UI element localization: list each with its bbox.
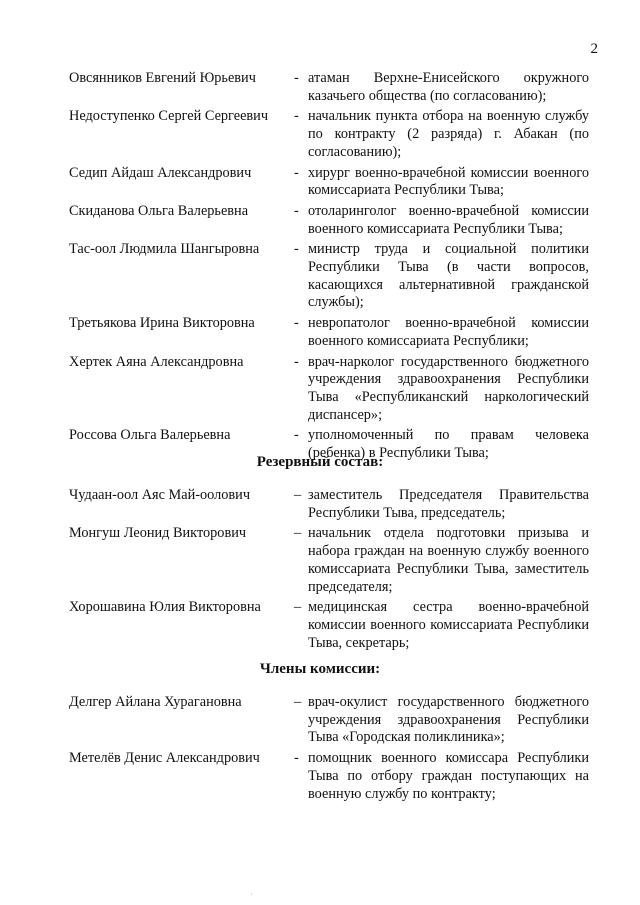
person-name: Хертек Аяна Александровна	[69, 353, 244, 370]
person-role: начальник пункта отбора на военную службу по контракту (2 разряда) г. Абакан (по согласованию);	[308, 108, 589, 160]
dash-separator: –	[294, 487, 302, 503]
dash-separator: -	[294, 750, 299, 767]
person-role: врач-нарколог государственного бюджетного учреждения здравоохранения Республики Тыва «Республиканский наркологический диспансер»;	[308, 353, 589, 423]
person-entry	[69, 694, 589, 747]
commission-main-list	[69, 70, 589, 466]
dash-separator: -	[294, 315, 299, 332]
person-role: врач-окулист государственного бюджетного учреждения здравоохранения Республики Тыва «Городская поликлиника»;	[308, 694, 589, 746]
person-role: заместитель Председателя Правительства Республики Тыва, председатель;	[308, 487, 589, 521]
person-entry	[69, 354, 589, 425]
person-role: медицинская сестра военно-врачебной комиссии военного комиссариата Республики Тыва, секретарь;	[308, 599, 589, 651]
person-role: атаман Верхне-Енисейского окружного казачьего общества (по согласованию);	[308, 70, 589, 104]
person-name: Чудаан-оол Аяс Май-оолович	[69, 487, 251, 503]
person-name: Тас-оол Людмила Шангыровна	[69, 241, 260, 258]
person-role: министр труда и социальной политики Республики Тыва (в части вопросов, касающихся альтернативной гражданской службы);	[308, 241, 589, 311]
person-name: Третьякова Ирина Викторовна	[69, 315, 255, 332]
dash-separator: -	[294, 108, 299, 125]
person-name: Недоступенко Сергей Сергеевич	[69, 108, 269, 125]
dash-separator: –	[294, 694, 302, 710]
person-entry	[69, 525, 589, 596]
person-role: помощник военного комиссара Республики Тыва по отбору граждан поступающих на военную службу по контракту;	[308, 750, 589, 802]
reserve-heading: Резервный состав:	[256, 454, 384, 470]
person-entry	[69, 70, 589, 105]
dash-separator: –	[294, 525, 302, 542]
person-role: хирург военно-врачебной комиссии военного комиссариата Республики Тыва;	[308, 164, 589, 199]
person-name: Метелёв Денис Александрович	[69, 750, 260, 767]
members-list	[69, 694, 589, 806]
person-role: невропатолог военно-врачебной комиссии военного комиссариата Республики;	[308, 315, 589, 349]
person-entry	[69, 241, 589, 312]
person-name: Скиданова Ольга Валерьевна	[69, 202, 249, 219]
dash-separator: -	[294, 353, 299, 370]
dash-separator: –	[294, 599, 302, 616]
dash-separator: -	[294, 427, 299, 444]
person-name: Россова Ольга Валерьевна	[69, 427, 231, 444]
person-name: Делгер Айлана Хурагановна	[69, 694, 242, 710]
person-name: Овсянников Евгений Юрьевич	[69, 70, 256, 86]
members-heading: Члены комиссии:	[259, 661, 381, 677]
person-entry	[69, 315, 589, 350]
reserve-list	[69, 487, 589, 655]
person-entry	[69, 487, 589, 522]
person-role: отоларинголог военно-врачебной комиссии военного комиссариата Республики Тыва;	[308, 202, 589, 237]
person-entry	[69, 750, 589, 803]
person-entry	[69, 165, 589, 200]
scan-speck: ·	[250, 890, 253, 899]
dash-separator: -	[294, 241, 299, 258]
person-role: начальник отдела подготовки призыва и набора граждан на военную службу военного комиссариата Республики Тыва, заместитель председателя;	[308, 525, 589, 595]
page-number: 2	[590, 41, 598, 57]
person-name: Хорошавина Юлия Викторовна	[69, 599, 261, 616]
person-entry	[69, 599, 589, 652]
dash-separator: -	[294, 70, 299, 86]
person-entry	[69, 108, 589, 161]
dash-separator: -	[294, 202, 299, 219]
person-name: Седип Айдаш Александрович	[69, 164, 252, 181]
person-entry	[69, 203, 589, 238]
person-role: уполномоченный по правам человека (ребенка) в Республики Тыва;	[308, 427, 589, 462]
person-name: Монгуш Леонид Викторович	[69, 525, 247, 542]
dash-separator: -	[294, 164, 299, 181]
